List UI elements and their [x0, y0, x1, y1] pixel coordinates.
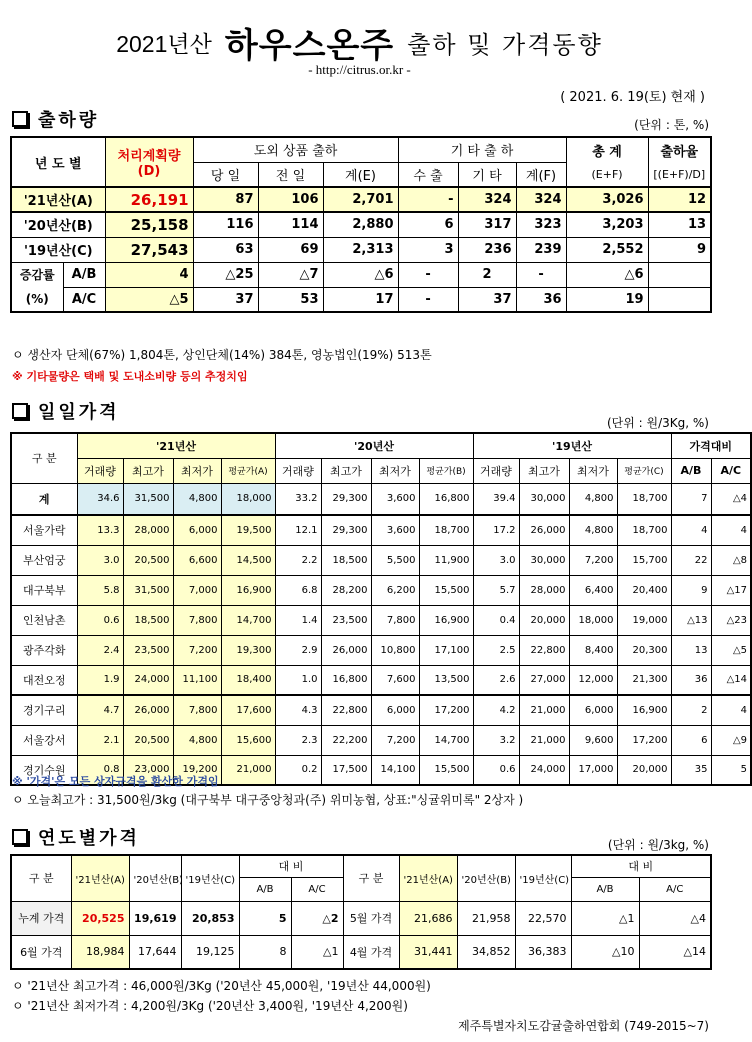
shipment-note-1: ㅇ 생산자 단체(67%) 1,804톤, 상인단체(14%) 384톤, 영농법인(19%) 513톤 — [12, 348, 432, 362]
header-compare: 가격대비 — [671, 433, 751, 458]
header-year: 년 도 별 — [11, 137, 105, 187]
header-etc: 기 타 — [458, 162, 516, 187]
shipment-table — [10, 136, 712, 313]
header-prev: 전 일 — [258, 162, 323, 187]
unit-daily: (단위 : 원/3Kg, %) — [606, 416, 709, 430]
table-row: 대구북부 5.8 31,500 7,000 16,900 6.8 28,200 6,200 15,500 5.7 28,000 6,400 20,400 9 △17 — [11, 575, 751, 605]
report-date: ( 2021. 6. 19(토) 현재 ) — [560, 90, 705, 105]
yearly-note-1: ㅇ '21년산 최고가격 : 46,000원/3Kg ('20년산 45,000원, '19년산 44,000원) — [12, 979, 431, 993]
title-sub: 출하 및 가격동향 — [407, 31, 603, 59]
table-row: 부산엄궁 3.0 20,500 6,600 14,500 2.2 18,500 5,500 11,900 3.0 30,000 7,200 15,700 22 △8 — [11, 545, 751, 575]
table-row: 경기구리 4.7 26,000 7,800 17,600 4.3 22,800 6,000 17,200 4.2 21,000 6,000 16,900 2 4 — [11, 695, 751, 725]
page-title — [0, 18, 719, 67]
header-other: 기 타 출 하 — [398, 137, 566, 162]
header-export: 수 출 — [398, 162, 458, 187]
header-grand-ef: (E+F) — [566, 162, 648, 187]
section-title-daily: 일일가격 — [12, 398, 120, 424]
diff-pct: (%) — [11, 287, 63, 312]
unit-yearly: (단위 : 원/3kg, %) — [607, 838, 709, 852]
daily-note-1: ※ '가격'은 모든 상자규격을 환산한 가격임 — [12, 775, 219, 788]
header-today: 당 일 — [193, 162, 258, 187]
header-y20: '20년산 — [275, 433, 473, 458]
table-row: 대전오정 1.9 24,000 11,100 18,400 1.0 16,800 7,600 13,500 2.6 27,000 12,000 21,300 36 △14 — [11, 665, 751, 695]
table-row: '21년산(A) 26,191 87 106 2,701 - 324 324 3,026 12 — [11, 187, 711, 212]
table-row: 서울가락 13.3 28,000 6,000 19,500 12.1 29,300 3,600 18,700 17.2 26,000 4,800 18,700 4 4 — [11, 515, 751, 545]
section-title-yearly: 연도별가격 — [12, 824, 140, 850]
yearly-note-2: ㅇ '21년산 최저가격 : 4,200원/3Kg ('20년산 3,400원, '19년산 4,200원) — [12, 999, 408, 1013]
header-total-f: 계(F) — [516, 162, 566, 187]
header-rate: 출하율 — [648, 137, 711, 162]
table-row: (%) A/C △5 37 53 17 - 37 36 19 — [11, 287, 711, 312]
title-year: 2021년산 — [116, 31, 212, 57]
header-grand: 총 계 — [566, 137, 648, 162]
table-row: 6월 가격 18,984 17,644 19,125 8 △1 4월 가격 31,441 34,852 36,383 △10 △14 — [11, 935, 711, 969]
header-domestic: 도외 상품 출하 — [193, 137, 398, 162]
footer-org: 제주특별자치도감귤출하연합회 (749-2015~7) — [458, 1019, 709, 1033]
section-title-shipment: 출하량 — [12, 106, 99, 132]
header-total-e: 계(E) — [323, 162, 398, 187]
unit-shipment: (단위 : 톤, %) — [634, 118, 709, 132]
header-rate-formula: [(E+F)/D] — [648, 162, 711, 187]
header-y19: '19년산 — [473, 433, 671, 458]
checkbox-square-icon — [12, 829, 28, 845]
title-main: 하우스온주 — [224, 26, 395, 66]
table-row: 인천남촌 0.6 18,500 7,800 14,700 1.4 23,500 7,800 16,900 0.4 20,000 18,000 19,000 △13 △23 — [11, 605, 751, 635]
shipment-note-2: ※ 기타물량은 택배 및 도내소비량 등의 추정치임 — [12, 370, 248, 383]
site-url: - http://citrus.or.kr - — [308, 62, 411, 77]
checkbox-square-icon — [12, 403, 28, 419]
table-row: 경기수원 0.8 23,000 19,200 21,000 0.2 17,500 14,100 15,500 0.6 24,000 17,000 20,000 35 5 — [11, 755, 751, 785]
table-row: 광주각화 2.4 23,500 7,200 19,300 2.9 26,000 10,800 17,100 2.5 22,800 8,400 20,300 13 △5 — [11, 635, 751, 665]
header-plan: 처리계획량 (D) — [105, 137, 193, 187]
table-row: 증감률 A/B 4 △25 △7 △6 - 2 - △6 — [11, 262, 711, 287]
table-row: 계 34.6 31,500 4,800 18,000 33.2 29,300 3,600 16,800 39.4 30,000 4,800 18,700 7 △4 — [11, 483, 751, 515]
table-row: 누계 가격 20,525 19,619 20,853 5 △2 5월 가격 21,686 21,958 22,570 △1 △4 — [11, 901, 711, 935]
table-row: '20년산(B) 25,158 116 114 2,880 6 317 323 3,203 13 — [11, 212, 711, 237]
daily-price-table: 구 분 '21년산 '20년산 '19년산 가격대비 거래량 최고가 최저가 평균가(A) 거래량 최고가 최저가 평균가(B) 거래량 최고가 최저가 평균가(C) A/B A/C 계 34.6 31,500 4,800 18,000 33.2 29,300 3,600 16,800 39.4 30,000 4,800 18,700 7 △4 서울가락 13.3 28,000 6,000 19,500 12.1 29,300 3,600 18,700 17.2 26,000 4,800 18,700 4 4 부산엄궁 3.0 20,500 6,600 14,500 2.2 18,500 5,500 11,900 3.0 30,000 7,200 15,700 22 △8 대구북부 5.8 31,500 7,000 16,900 6.8 28,200 6,200 15,500 5.7 28,000 6,400 20,400 9 △17 인천남촌 0.6 18,500 7,800 14,700 1.4 23,500 7,800 16,900 0.4 20,000 18,000 19,000 △13 △23 광주각화 2.4 23,500 7,200 19,300 2.9 26,000 10,800 17,100 2.5 22,800 8,400 20,300 13 △5 대전오정 1.9 24,000 11,100 18,400 1.0 16,800 7,600 13,500 2.6 27,000 12,000 21,300 36 △14 경기구리 4.7 26,000 7,800 17,600 4.3 22,800 6,000 17,200 4.2 21,000 6,000 16,900 2 4 서울강서 2.1 20,500 4,800 15,600 2.3 22,200 7,200 14,700 3.2 21,000 9,600 17,200 6 △9 경기수원 0.8 23,000 19,200 21,000 0.2 17,500 14,100 15,500 0.6 24,000 17,000 20,000 35 5 — [10, 432, 752, 786]
checkbox-square-icon — [12, 111, 28, 127]
daily-note-2: ㅇ 오늘최고가 : 31,500원/3kg (대구북부 대구중앙청과(주) 위미농협, 상표:"싱귤위미록" 2상자 ) — [12, 793, 524, 807]
table-row: '19년산(C) 27,543 63 69 2,313 3 236 239 2,552 9 — [11, 237, 711, 262]
header-y21: '21년산 — [77, 433, 275, 458]
table-row: 서울강서 2.1 20,500 4,800 15,600 2.3 22,200 7,200 14,700 3.2 21,000 9,600 17,200 6 △9 — [11, 725, 751, 755]
diff-label: 증감률 — [11, 262, 63, 287]
header-gubun: 구 분 — [11, 433, 77, 483]
yearly-price-table: 구 분 '21년산(A) '20년산(B) '19년산(C) 대 비 구 분 '21년산(A) '20년산(B) '19년산(C) 대 비 A/B A/C A/B A/C 누계 가격 20,525 19,619 20,853 5 △2 5월 가격 21,686 21,958 22,570 △1 △4 6월 가격 18,984 17,644 19,125 8 △1 4월 가격 31,441 34,852 36,383 △10 △14 — [10, 854, 712, 970]
